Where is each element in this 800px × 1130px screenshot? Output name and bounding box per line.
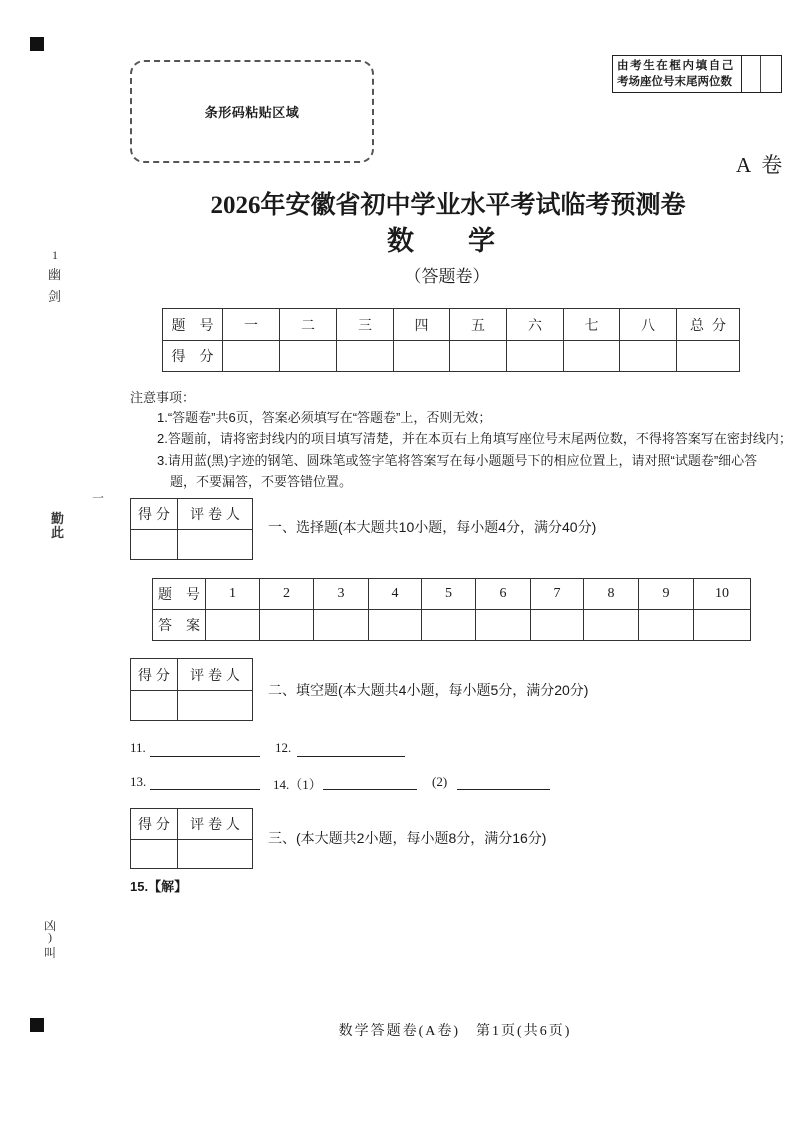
notice-heading: 注意事项： <box>130 390 196 405</box>
grader-box-entry-row <box>131 840 253 869</box>
grader-entry-cell <box>178 840 253 869</box>
answer-table-answer-row <box>153 610 751 641</box>
section-heading: 二、填空题(本大题共4小题，每小题5分，满分20分) <box>268 682 589 698</box>
notice-item: 2.答题前，请将密封线内的项目填写清楚，并在本页右上角填写座位号末尾两位数，不得将答案写在密封线内； <box>157 431 792 446</box>
grader-entry-cell <box>178 530 253 560</box>
score-table-column-header: 八 <box>620 309 677 341</box>
score-table-score-row <box>163 341 740 372</box>
question-14-part-1-blank <box>323 789 417 790</box>
question-number: 6 <box>476 579 531 610</box>
question-11-blank <box>150 756 260 757</box>
seat-number-box <box>612 55 782 93</box>
question-number: 10 <box>694 579 751 610</box>
answer-table <box>152 578 751 641</box>
seat-number-cell <box>742 56 761 92</box>
score-table-column-header: 七 <box>564 309 620 341</box>
score-summary-table <box>162 308 740 372</box>
question-number: 9 <box>639 579 694 610</box>
answer-cell <box>531 610 584 641</box>
score-table-row-header: 得 分 <box>163 341 223 372</box>
margin-mark: 叫 <box>44 946 57 960</box>
barcode-area <box>130 60 374 163</box>
registration-mark-top <box>30 37 44 51</box>
score-table-column-header: 四 <box>394 309 450 341</box>
score-table-column-header: 二 <box>280 309 337 341</box>
score-table-column-header: 一 <box>223 309 280 341</box>
grader-label: 评 卷 人 <box>178 499 253 530</box>
exam-title: 2026年安徽省初中学业水平考试临考预测卷 <box>210 192 686 219</box>
question-14-part-2-blank <box>457 789 550 790</box>
score-label: 得 分 <box>131 659 178 691</box>
score-table-column-header: 五 <box>450 309 507 341</box>
grader-box <box>130 658 253 721</box>
question-number: 7 <box>531 579 584 610</box>
score-entry-cell <box>131 530 178 560</box>
seat-number-instructions <box>613 56 741 92</box>
margin-mark: ) <box>48 930 52 944</box>
registration-mark-bottom <box>30 1018 44 1032</box>
question-number: 4 <box>369 579 422 610</box>
score-cell <box>223 341 280 372</box>
question-13-blank <box>150 789 260 790</box>
question-number: 1 <box>206 579 260 610</box>
answer-cell <box>422 610 476 641</box>
score-entry-cell <box>131 691 178 721</box>
answer-cell <box>639 610 694 641</box>
grader-box-header-row <box>131 499 253 530</box>
score-table-row-header: 题 号 <box>163 309 223 341</box>
grader-box-header-row <box>131 659 253 691</box>
question-number: 5 <box>422 579 476 610</box>
margin-mark: 1 <box>52 248 58 262</box>
score-cell <box>564 341 620 372</box>
answer-table-row-header: 题 号 <box>153 579 206 610</box>
score-table-column-header: 六 <box>507 309 564 341</box>
grader-box <box>130 808 253 869</box>
answer-cell <box>584 610 639 641</box>
question-14-part-1-label: 14.（1） <box>273 777 322 792</box>
score-table-total-header: 总分 <box>677 309 740 341</box>
margin-mark: 凶 <box>44 919 57 933</box>
grader-label: 评 卷 人 <box>178 659 253 691</box>
notice-item: 3.请用蓝(黑)字迹的钢笔、圆珠笔或签字笔将答案写在每小题题号下的相应位置上，请对照“试题卷”细心答 <box>157 453 758 468</box>
question-15-label: 15.【解】 <box>130 879 188 894</box>
section-heading: 三、(本大题共2小题，每小题8分，满分16分) <box>268 830 547 846</box>
seat-number-cell <box>761 56 781 92</box>
sheet-subtitle: （答题卷） <box>404 267 490 286</box>
page-footer: 数学答题卷(A卷) 第1页(共6页) <box>338 1024 572 1039</box>
answer-cell <box>694 610 751 641</box>
section-heading: 一、选择题(本大题共10小题，每小题4分，满分40分) <box>268 519 597 535</box>
question-12-label: 12. <box>275 740 292 755</box>
grader-label: 评 卷 人 <box>178 809 253 840</box>
grader-box-header-row <box>131 809 253 840</box>
barcode-area-label: 条形码粘贴区域 <box>204 105 300 120</box>
grader-box <box>130 498 253 560</box>
score-entry-cell <box>131 840 178 869</box>
grader-entry-cell <box>178 691 253 721</box>
score-cell <box>620 341 677 372</box>
seat-instruction-line-1: 由考生在框内填自己 <box>617 60 735 72</box>
score-label: 得 分 <box>131 499 178 530</box>
margin-mark: 勤 <box>51 511 65 526</box>
question-12-blank <box>297 756 405 757</box>
answer-cell <box>260 610 314 641</box>
margin-mark: 剑 <box>48 289 62 304</box>
grader-box-entry-row <box>131 530 253 560</box>
score-cell <box>280 341 337 372</box>
margin-mark: 一 <box>92 491 105 505</box>
margin-mark: 此 <box>51 525 65 540</box>
score-table-header-row <box>163 309 740 341</box>
question-14-part-2-label: (2) <box>432 774 448 789</box>
notice-item: 1.“答题卷”共6页，答案必须填写在“答题卷”上，否则无效； <box>157 410 492 425</box>
grader-box-entry-row <box>131 691 253 721</box>
question-number: 2 <box>260 579 314 610</box>
score-table-column-header: 三 <box>337 309 394 341</box>
score-label: 得 分 <box>131 809 178 840</box>
score-cell <box>337 341 394 372</box>
score-cell <box>394 341 450 372</box>
score-cell <box>450 341 507 372</box>
seat-instruction-line-2: 考场座位号末尾两位数 <box>617 76 732 88</box>
notice-item-continuation: 题，不要漏答，不要答错位置。 <box>170 474 353 489</box>
question-number: 8 <box>584 579 639 610</box>
seat-number-cells <box>741 56 781 92</box>
answer-cell <box>369 610 422 641</box>
answer-cell <box>206 610 260 641</box>
answer-table-number-row <box>153 579 751 610</box>
score-cell <box>677 341 740 372</box>
question-number: 3 <box>314 579 369 610</box>
subject-title: 数 学 <box>387 226 495 256</box>
answer-cell <box>314 610 369 641</box>
question-11-label: 11. <box>130 740 146 755</box>
paper-variant-label: A 卷 <box>736 153 786 177</box>
answer-cell <box>476 610 531 641</box>
question-13-label: 13. <box>130 774 147 789</box>
margin-mark: 幽 <box>48 267 62 282</box>
answer-table-row-header: 答 案 <box>153 610 206 641</box>
score-cell <box>507 341 564 372</box>
